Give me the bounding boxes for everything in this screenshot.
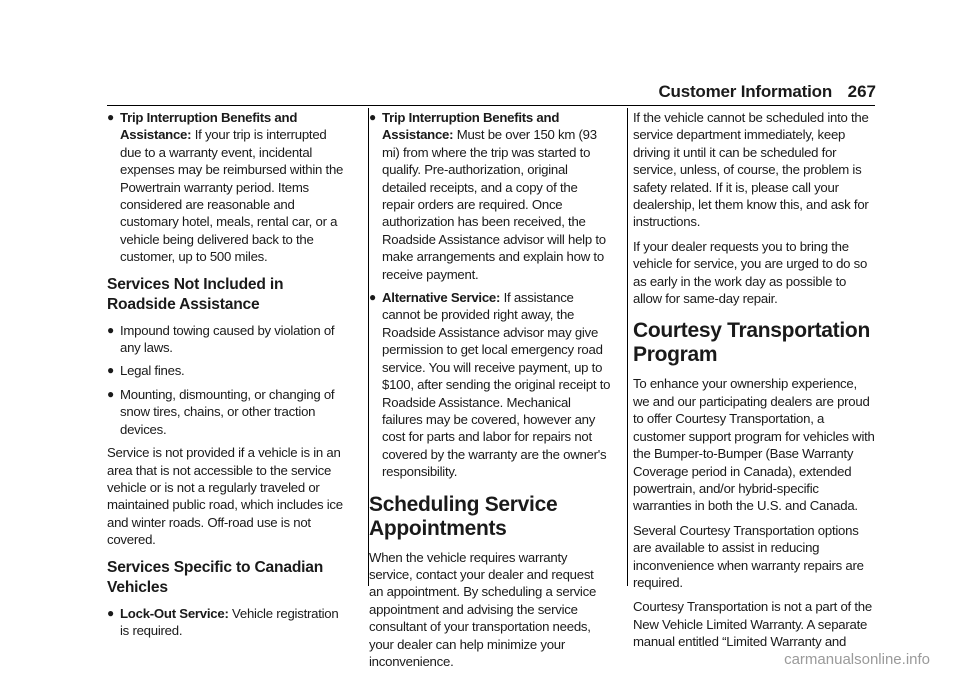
column-3 [633,109,875,658]
paragraph: To enhance your ownership experience, we and our participating dealers are proud to offer Courtesy Transportation, a customer support program for vehicles with the Bumper-to-Bumper (Base Warranty Coverage period in Canada), extended powertrain, and/or hybrid-specific warranties in both the U.S. and Canada. [633,376,875,514]
column-divider-2 [627,108,628,586]
list-item [107,109,349,266]
bullet-text: Mounting, dismounting, or changing of snow tires, chains, or other traction devices. [120,386,335,437]
bullet-icon: ● [107,363,114,378]
watermark: carmanualsonline.info [784,651,930,668]
header-rule [107,105,875,106]
subheading: Services Not Included in Roadside Assistance [107,275,284,313]
bullet-icon: ● [107,322,114,337]
bullet-icon: ● [369,290,376,305]
paragraph: If your dealer requests you to bring the vehicle for service, you are urged to do so as early in the work day as possible to allow for same-day repair. [633,238,868,307]
paragraph: Courtesy Transportation is not a part of the New Vehicle Limited Warranty. A separate manual entitled “Limited Warranty and [633,599,872,650]
bullet-text: Vehicle registration is required. [120,605,339,638]
bullet-title: Lock-Out Service: [120,605,229,621]
bullet-title: Trip Interruption Benefits and Assistance: [120,110,298,143]
bullet-text: Legal fines. [120,363,185,379]
column-2 [369,109,611,677]
list-item [107,386,349,438]
bullet-icon: ● [369,110,376,124]
bullet-title: Alternative Service: [382,290,501,306]
list-item [107,362,349,379]
list-item [107,605,349,640]
subheading: Services Specific to Canadian Vehicles [107,558,324,596]
bullet-text: Must be over 150 km (93 mi) from where the trip was started to qualify. Pre-authorization, original detailed receipts, and a copy of the repair orders are required. Once authorization has been received, the Roadside Assistance advisor will help to make arrangements and explain how to receive payment. [382,127,606,282]
paragraph: Several Courtesy Transportation options are available to assist in reducing inconvenience when warranty repairs are required. [633,522,864,590]
list-item [369,289,611,480]
section-heading: Scheduling Service Appointments [369,492,558,540]
paragraph: Service is not provided if a vehicle is in an area that is not accessible to the service vehicle or is not a regularly traveled or maintained public road, which includes ice and winter roads. Off-road use is not covered. [107,445,343,548]
section-title: Customer Information [658,82,832,101]
page-number: 267 [847,82,876,101]
bullet-text: If your trip is interrupted due to a warranty event, incidental expenses may be reimbursed within the Powertrain warranty period. Items considered are reasonable and customary hotel, meals, rental car, or a vehicle being delivered back to the customer, up to 500 miles. [120,127,344,265]
section-heading: Courtesy Transportation Program [633,319,870,367]
bullet-text: If assistance cannot be provided right away, the Roadside Assistance advisor may give permission to get local emergency road service. You will receive payment, up to $100, after sending the original receipt to Roadside Assistance. Mechanical failures may be covered, however any cost for parts and labor for repairs not covered by the warranty are the owner's responsibility. [382,290,611,480]
bullet-icon: ● [107,605,114,620]
bullet-icon: ● [107,110,114,124]
paragraph: When the vehicle requires warranty service, contact your dealer and request an appointment. By scheduling a service appointment and advising the service consultant of your transportation needs, your dealer can help minimize your inconvenience. [369,549,597,669]
bullet-title: Trip Interruption Benefits and Assistance: [382,110,560,143]
list-item [369,109,611,283]
bullet-icon: ● [107,386,114,401]
list-item [107,322,349,357]
bullet-text: Impound towing caused by violation of any laws. [120,322,335,356]
column-1 [107,109,349,645]
paragraph: If the vehicle cannot be scheduled into the service department immediately, keep driving it until it can be scheduled for service, unless, of course, the problem is safety related. If it is, please call your dealership, let them know this, and ask for instructions. [633,110,869,230]
